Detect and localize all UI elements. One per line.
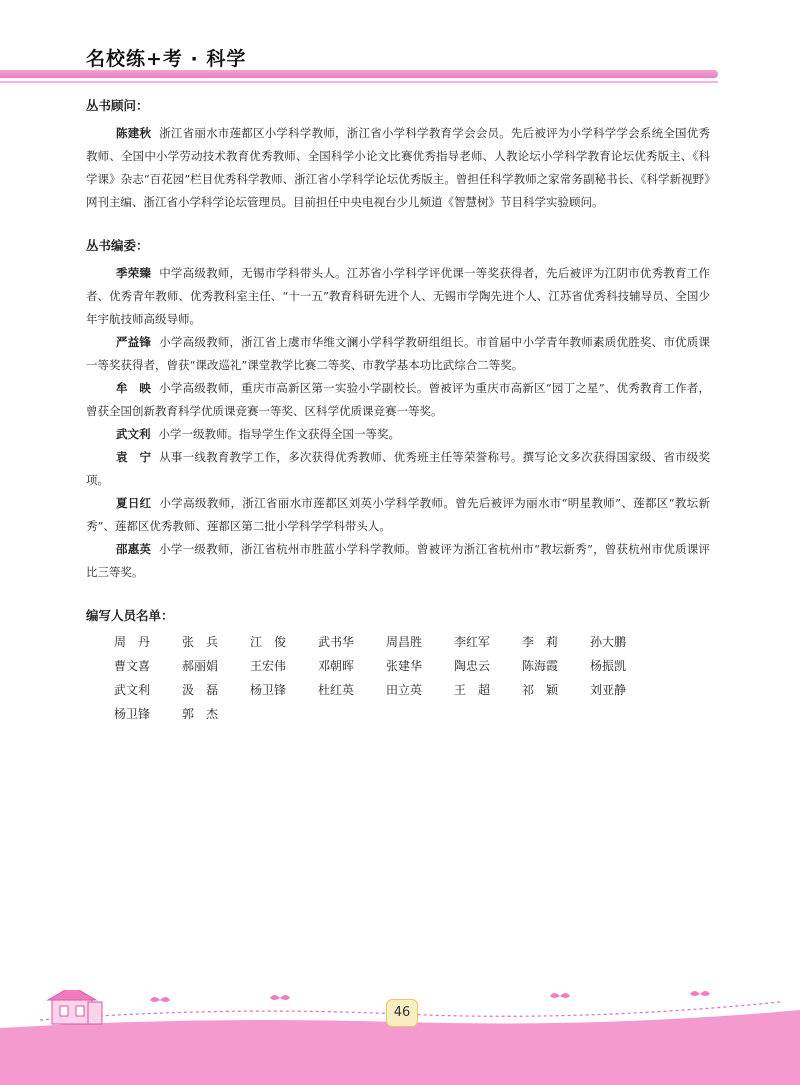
advisor-bio: 浙江省丽水市莲都区小学科学教师，浙江省小学科学教育学会会员。先后被评为小学科学学会系统全国优秀教师、全国中小学劳动技术教育优秀教师、全国科学小论文比赛优秀指导老师、人教论坛小学科学教育论坛优秀版主、《科学课》杂志“百花园”栏目优秀科学教师、浙江省小学科学论坛优秀版主。曾担任科学教师之家常务副秘书长、《科学新视野》网刊主编、浙江省小学科学论坛管理员。目前担任中央电视台少儿频道《智慧树》节目科学实验顾问。 bbox=[86, 126, 711, 209]
editor-bio: 从事一线教育教学工作，多次获得优秀教师、优秀班主任等荣誉称号。撰写论文多次获得国家级、省市级奖项。 bbox=[86, 450, 711, 487]
editor-bio: 小学高级教师，浙江省丽水市莲都区刘英小学科学教师。曾先后被评为丽水市“明星教师”、莲都区“教坛新秀”、莲都区优秀教师、莲都区第二批小学科学学科带头人。 bbox=[86, 496, 710, 533]
writer-name: 李 莉 bbox=[522, 635, 559, 649]
writer-name: 杜红英 bbox=[318, 683, 355, 697]
house-icon bbox=[48, 990, 102, 1024]
editor-entry bbox=[86, 262, 710, 331]
writer-name: 刘亚静 bbox=[590, 683, 627, 697]
editor-bio: 小学高级教师，浙江省上虞市华维文澜小学科学教研组组长。市首届中小学青年教师素质优胜奖、市优质课一等奖获得者，曾获“课改巡礼”课堂教学比赛二等奖、市教学基本功比武综合二等奖。 bbox=[86, 335, 711, 372]
writer-name: 武书华 bbox=[318, 635, 355, 649]
editor-entry bbox=[86, 331, 710, 377]
writer-name: 杨卫锋 bbox=[114, 707, 151, 721]
writer-name: 张建华 bbox=[386, 659, 423, 673]
editor-name: 夏日红 bbox=[116, 496, 152, 510]
page-content bbox=[86, 96, 710, 724]
editor-name: 邵惠英 bbox=[116, 542, 152, 556]
writer-name: 杨振凯 bbox=[590, 659, 627, 673]
writer-name: 陈海霞 bbox=[522, 659, 559, 673]
page-number: 46 bbox=[386, 999, 418, 1027]
editor-entry bbox=[86, 446, 710, 492]
writer-name: 孙大鹏 bbox=[590, 635, 627, 649]
writer-name: 王 超 bbox=[454, 683, 491, 697]
writer-name: 杨卫锋 bbox=[250, 683, 287, 697]
advisor-name: 陈建秋 bbox=[116, 126, 152, 140]
writer-name: 祁 颖 bbox=[522, 683, 559, 697]
writer-name: 陶忠云 bbox=[454, 659, 491, 673]
page-footer bbox=[0, 990, 800, 1085]
editor-bio: 中学高级教师，无锡市学科带头人。江苏省小学科学评优课一等奖获得者，先后被评为江阴市优秀教育工作者、优秀青年教师、优秀教科室主任、“十一五”教育科研先进个人、无锡市学陶先进个人、江苏省优秀科技辅导员、全国少年宇航技师高级导师。 bbox=[86, 266, 711, 326]
writer-name: 武文利 bbox=[114, 683, 151, 697]
editor-bio: 小学一级教师，浙江省杭州市胜蓝小学科学教师。曾被评为浙江省杭州市“教坛新秀”，曾获杭州市优质课评比三等奖。 bbox=[86, 542, 710, 579]
editor-entry bbox=[86, 492, 710, 538]
writer-name: 曹文喜 bbox=[114, 659, 151, 673]
writers-heading: 编写人员名单： bbox=[86, 608, 174, 623]
writer-name: 郝丽娟 bbox=[182, 659, 219, 673]
advisors-heading: 丛书顾问： bbox=[86, 98, 149, 113]
writer-name: 周 丹 bbox=[114, 635, 151, 649]
sprout-icon bbox=[150, 991, 710, 1002]
advisor-entry bbox=[86, 122, 710, 214]
editor-name: 袁 宁 bbox=[116, 450, 152, 464]
editor-entry bbox=[86, 377, 710, 423]
writers-list bbox=[114, 632, 710, 724]
editor-bio: 小学一级教师。指导学生作文获得全国一等奖。 bbox=[158, 427, 400, 441]
header-bar bbox=[0, 70, 718, 78]
writer-name: 周昌胜 bbox=[386, 635, 423, 649]
editor-bio: 小学高级教师，重庆市高新区第一实验小学副校长。曾被评为重庆市高新区“园丁之星”、优秀教育工作者，曾获全国创新教育科学优质课竞赛一等奖、区科学优质课竞赛一等奖。 bbox=[86, 381, 710, 418]
writer-name: 江 俊 bbox=[250, 635, 287, 649]
writer-name: 李红军 bbox=[454, 635, 491, 649]
writer-name: 张 兵 bbox=[182, 635, 219, 649]
page-header-title: 名校练+考 · 科学 bbox=[86, 48, 247, 70]
writer-name: 田立英 bbox=[386, 683, 423, 697]
writer-name: 邓朝晖 bbox=[318, 659, 355, 673]
writer-name: 汲 磊 bbox=[182, 683, 219, 697]
writer-name: 王宏伟 bbox=[250, 659, 287, 673]
header-divider bbox=[0, 81, 718, 83]
editors-heading: 丛书编委： bbox=[86, 238, 149, 253]
editor-name: 季荣臻 bbox=[116, 266, 152, 280]
editor-entry bbox=[86, 538, 710, 584]
writer-name: 郭 杰 bbox=[182, 707, 219, 721]
editor-entry bbox=[86, 423, 710, 446]
editor-name: 武文利 bbox=[116, 427, 151, 441]
editor-name: 严益锋 bbox=[116, 335, 152, 349]
editor-name: 牟 映 bbox=[116, 381, 152, 395]
